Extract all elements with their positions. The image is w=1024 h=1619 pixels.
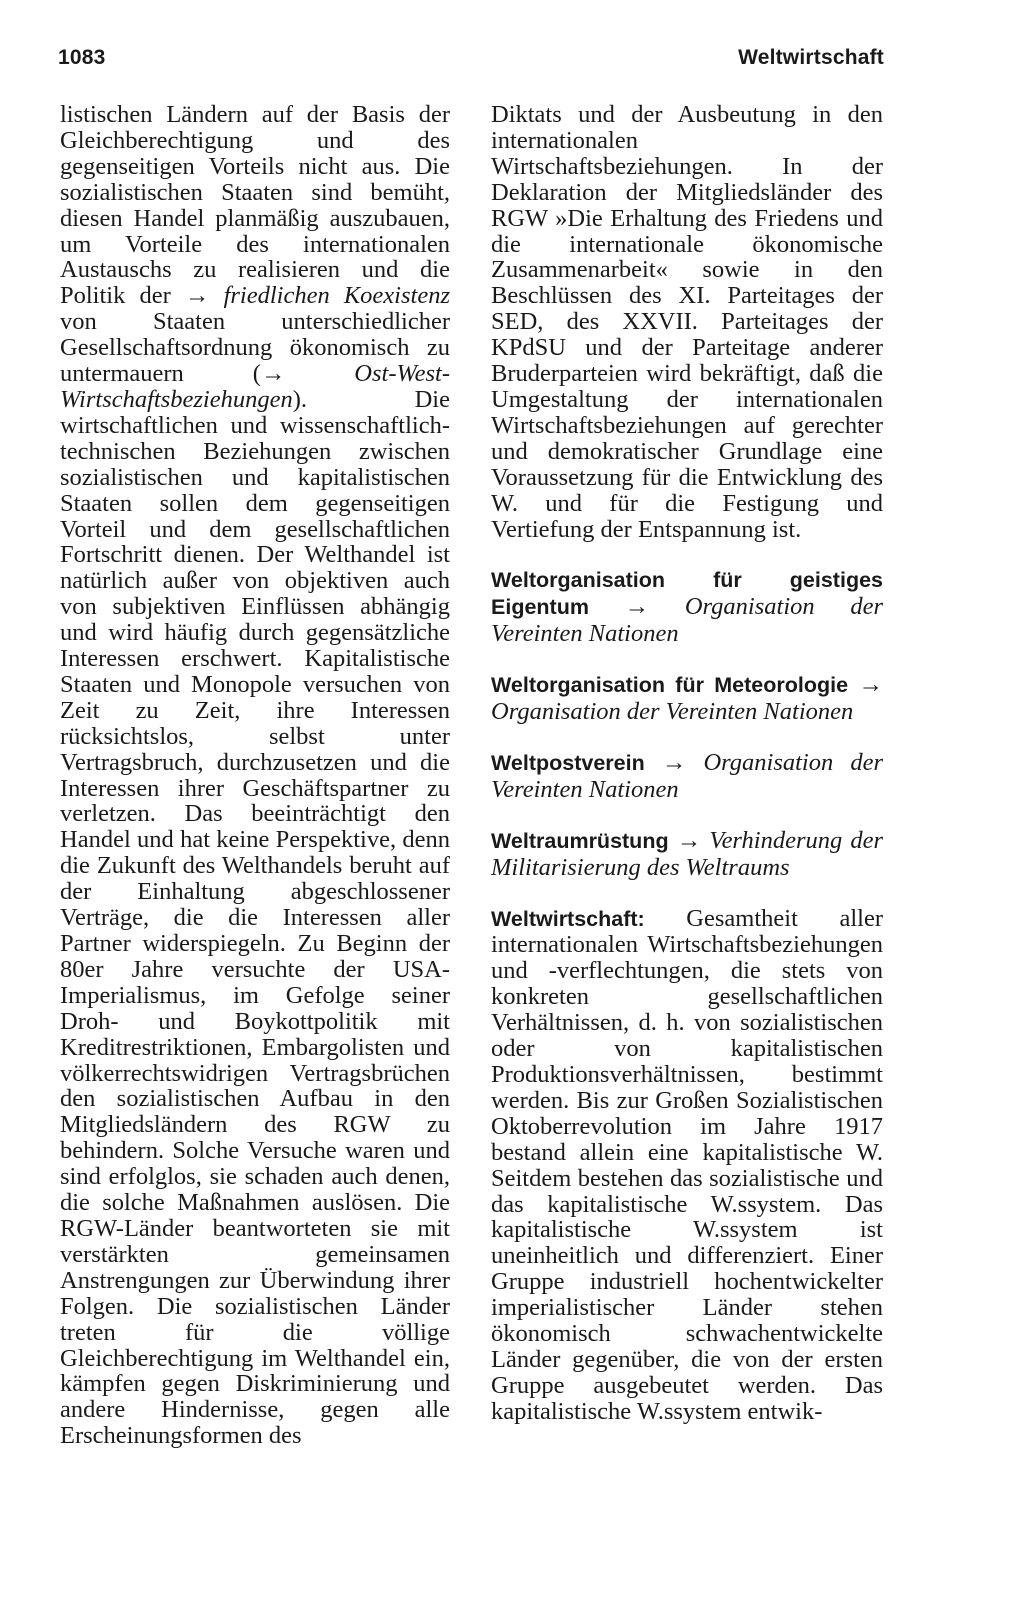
- paragraph-continuation: Diktats und der Ausbeutung in den internationalen Wirtschaftsbeziehungen. In der Deklaration der Mitgliedsländer des RGW »Die Erhaltung des Friedens und die internationale ökonomische Zusammenarbeit« sowie in den Beschlüssen des XI. Parteitages der SED, des XXVII. Parteitages der KPdSU und der Parteitage anderer Bruderparteien wird bekräftigt, daß die Umgestaltung der internationalen Wirtschaftsbeziehungen auf gerechter und demokratischer Grundlage eine Voraussetzung für die Entwicklung des W. und für die Festigung und Vertiefung der Entspannung ist.: [491, 101, 883, 543]
- arrow-icon: →: [624, 593, 650, 621]
- left-column: [60, 102, 450, 1449]
- arrow-icon: →: [676, 826, 702, 854]
- cross-reference: Organisation der Vereinten Nationen: [491, 698, 854, 726]
- cross-reference: friedlichen Koexistenz: [223, 282, 450, 310]
- page-header: [58, 46, 884, 78]
- body-text: listischen Ländern auf der Basis der Gleichberechtigung und des gegenseitigen Vorteils nicht aus. Die sozialistischen Staaten sind bemüht, diesen Handel planmäßig auszubauen, um Vorteile des internationalen Austauschs zu realisieren und die Politik der: [60, 101, 450, 310]
- arrow-icon: →: [260, 360, 286, 388]
- entry-term: Weltwirtschaft:: [491, 906, 645, 931]
- entry-definition: Gesamtheit aller internationalen Wirtschaftsbeziehungen und -verflechtungen, die stets von konkreten gesellschaftlichen Verhältnissen, d. h. von sozialistischen oder von kapitalistischen Produktionsverhältnissen, bestimmt werden. Bis zur Großen Sozialistischen Oktoberrevolution im Jahre 1917 bestand allein eine kapitalistische W. Seitdem bestehen das sozialistische und das kapitalistische W.ssystem. Das kapitalistische W.ssystem ist uneinheitlich und differenziert. Einer Gruppe industriell hochentwickelter imperialistischer Länder stehen ökonomisch schwachentwickelte Länder gegenüber, die von der ersten Gruppe ausgebeutet werden. Das kapitalistische W.ssystem entwik-: [491, 904, 883, 1425]
- entry-term: Weltraumrüstung: [491, 828, 669, 853]
- dictionary-entry: [491, 567, 883, 647]
- cross-reference: Organisation der Vereinten Nationen: [491, 593, 883, 648]
- right-column: [491, 102, 883, 1425]
- running-head: Weltwirtschaft: [738, 46, 884, 69]
- arrow-icon: →: [184, 282, 210, 310]
- body-text: von Staaten unterschiedlicher Gesellschaftsordnung ökonomisch zu untermauern (: [60, 308, 450, 388]
- dictionary-entry: [491, 828, 883, 881]
- entry-term: Weltorganisation für Meteorologie: [491, 673, 849, 698]
- cross-reference: Ost-West-Wirtschaftsbeziehungen: [60, 360, 451, 413]
- entry-term: Weltorganisation für geistiges Eigentum: [491, 568, 883, 620]
- cross-reference: Verhinderung der Militarisierung des Weltraums: [491, 826, 884, 881]
- paragraph-continuation: [60, 102, 450, 1449]
- page-number: 1083: [58, 46, 106, 69]
- dictionary-entry: [491, 750, 883, 803]
- main-entry: [491, 906, 883, 1425]
- body-text: ). Die wirtschaftlichen und wissenschaftlich-technischen Beziehungen zwischen sozialistischen und kapitalistischen Staaten sollen dem gegenseitigen Vorteil und dem gesellschaftlichen Fortschritt dienen. Der Welthandel ist natürlich außer von objektiven auch von subjektiven Einflüssen abhängig und wird häufig durch gegensätzliche Interessen erschwert. Kapitalistische Staaten und Monopole versuchen von Zeit zu Zeit, ihre Interessen rücksichtslos, selbst unter Vertragsbruch, durchzusetzen und die Interessen ihrer Geschäftspartner zu verletzen. Das beeinträchtigt den Handel und hat keine Perspektive, denn die Zukunft des Welthandels beruht auf der Einhaltung abgeschlossener Verträge, die die Interessen aller Partner widerspiegeln. Zu Beginn der 80er Jahre versuchte der USA-Imperialismus, im Gefolge seiner Droh- und Boykottpolitik mit Kreditrestriktionen, Embargolisten und völkerrechtswidrigen Vertragsbrüchen den sozialistischen Aufbau in den Mitgliedsländern des RGW zu behindern. Solche Versuche waren und sind erfolglos, sie schaden auch denen, die solche Maßnahmen auslösen. Die RGW-Länder beantworteten sie mit verstärkten gemeinsamen Anstrengungen zur Überwindung ihrer Folgen. Die sozialistischen Länder treten für die völlige Gleichberechtigung im Welthandel ein, kämpfen gegen Diskriminierung und andere Hindernisse, gegen alle Erscheinungsformen des: [60, 385, 450, 1450]
- entry-term: Weltpostverein: [491, 750, 645, 775]
- cross-reference: Organisation der Vereinten Nationen: [491, 748, 883, 803]
- arrow-icon: →: [858, 671, 883, 699]
- arrow-icon: →: [661, 748, 687, 776]
- dictionary-entry: [491, 672, 883, 725]
